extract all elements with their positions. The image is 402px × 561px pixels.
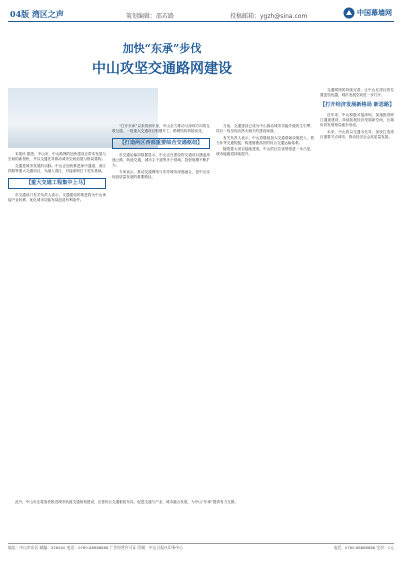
subhead-major-projects: 【重大交通工程集中上马】 (8, 178, 106, 189)
page-section-tag: 04版 湾区之声 (10, 9, 64, 19)
headline-line2: 中山攻坚交通路网建设 (92, 61, 232, 77)
paragraph: 有关负责人表示，中山将继续加大交通基础设施投入，着力补齐交通短板，构建便捷高效的综合交通运输体系。 (216, 135, 314, 145)
text-column-4 (320, 88, 394, 492)
paragraph: 交通是城市发展的动脉。中山正加快推进深中通道、深江铁路等重大交通项目，为融入湾区、对接深圳打下坚实基础。 (8, 163, 106, 173)
subhead-new-pattern: 【打开经济发展新格局 新思路】 (320, 102, 394, 109)
paragraph: 未来，中山将以交通为先导，加快打造湾区重要节点城市，推动经济社会高质量发展。 (320, 129, 394, 140)
paragraph: 本报讯 据悉，中山市，中山路网的加快建设正带来发展与空间的新契机，并以交通先导推动城市空间拓展与格局重构。 (8, 152, 106, 162)
submission-email: 投稿邮箱：ygzh@sina.com (230, 13, 308, 20)
paragraph: 此外，中山市还将加快推进城市轨道交通规划建设，完善综合交通枢纽布局，促进交通与产业、城市融合发展，为中山“东承”提供有力支撑。 (15, 500, 238, 504)
publication-logo (343, 7, 392, 19)
footer-address: 地址：中山市东区 邮编：528400 电话：0760-88888888 广告经营许可证 印刷：中山日报社印务中心 (8, 545, 183, 550)
text-column-3 (216, 124, 314, 492)
paragraph: 市交通运输局数据显示，中山正在建设的交通项目涵盖高速公路、轨道交通、城市主干道等多个领域，投资规模不断扩大。 (112, 153, 210, 168)
paragraph: 近年来，中山积极对接深圳，加速推进跨江通道建设，持续拓展经济发展新空间，区域协同发展格局逐步形成。 (320, 113, 394, 128)
paragraph: 专家表示，推动交通网络与东岸城市深度融合，是中山实现高质量发展的重要路径。 (112, 169, 210, 180)
text-column-bottom (8, 500, 394, 540)
headline-line1: 加快“东承”步伐 (122, 42, 202, 55)
paragraph: 交通网络的持续完善，让中山在湾区的位置更加优越，城市发展空间进一步打开。 (320, 88, 394, 98)
text-column-2 (112, 124, 210, 492)
paragraph: 当前，交通建设已成为中山推动城市功能升级的主引擎，项目一线呈现出热火朝天的建设场面。 (216, 124, 314, 134)
page-footer (8, 543, 394, 556)
subhead-transport-hub: 【打造两区西部重要综合交通枢纽】 (112, 138, 210, 149)
article-headline (8, 40, 316, 78)
text-column-1 (8, 152, 106, 492)
footer-contact: 电话：0760-88888888 定价：1元 (333, 545, 394, 550)
logo-icon (343, 7, 355, 19)
paragraph: 随着重大项目陆续建成，中山的区位优势将进一步凸显，城市能级将持续提升。 (216, 147, 314, 157)
editor-credit: 策划编辑：邵若路 (126, 13, 175, 20)
logo-text: 中国幕墙网 (357, 8, 392, 17)
paragraph: “打开东承”以来的两年里，中山全力推动与深圳方向的互联互通，一批重大交通项目相继开工，路网结构持续优化。 (112, 124, 210, 134)
page-header (8, 7, 394, 22)
paragraph: 市交通部门有关负责人表示，交通建设的推进将为中山承接产业转移、优化城市功能布局创造有利条件。 (8, 192, 106, 202)
